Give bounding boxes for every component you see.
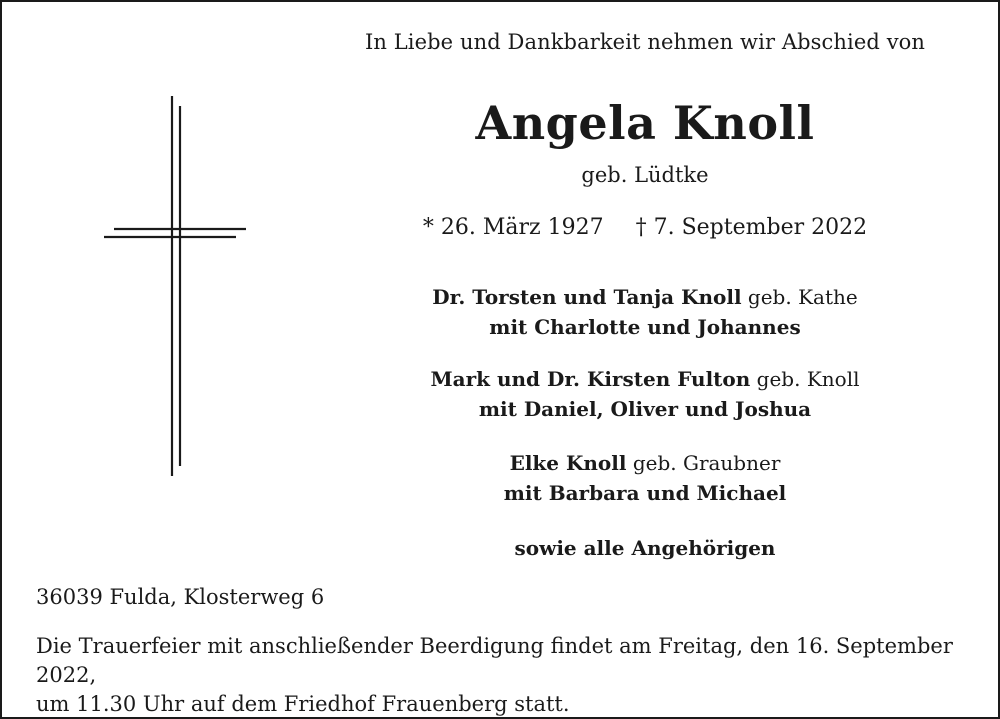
family-names-line (340, 282, 950, 312)
intro-line: In Liebe und Dankbarkeit nehmen wir Abschied von (364, 30, 926, 54)
family-group (340, 282, 950, 342)
family-born-as: geb. Knoll (756, 367, 860, 391)
family-born-as: geb. Kathe (747, 285, 858, 309)
cross-icon (96, 90, 256, 480)
birth-date: * 26. März 1927 (422, 215, 604, 240)
deceased-name: Angela Knoll (475, 96, 815, 150)
life-dates (340, 215, 950, 240)
address: 36039 Fulda, Klosterweg 6 (36, 585, 325, 609)
family-born-as: geb. Graubner (632, 451, 781, 475)
family-group (340, 364, 950, 424)
family-children: mit Barbara und Michael (503, 481, 787, 505)
family-children: mit Daniel, Oliver und Joshua (478, 397, 812, 421)
family-names: Dr. Torsten und Tanja Knoll (432, 285, 742, 309)
maiden-name: geb. Lüdtke (581, 163, 709, 187)
funeral-notice-line: um 11.30 Uhr auf dem Friedhof Frauenberg statt. (36, 692, 570, 716)
family-group (340, 448, 950, 508)
relatives-text: sowie alle Angehörigen (514, 536, 776, 560)
death-date: † 7. September 2022 (635, 215, 868, 240)
family-children: mit Charlotte und Johannes (489, 315, 801, 339)
family-names-line (340, 364, 950, 394)
family-names-line (340, 448, 950, 478)
family-names: Elke Knoll (509, 451, 627, 475)
funeral-notice-line: Die Trauerfeier mit anschließender Beerdigung findet am Freitag, den 16. September 2022, (36, 634, 953, 687)
funeral-notice (36, 632, 976, 719)
family-names: Mark und Dr. Kirsten Fulton (430, 367, 751, 391)
relatives-line (340, 533, 950, 563)
